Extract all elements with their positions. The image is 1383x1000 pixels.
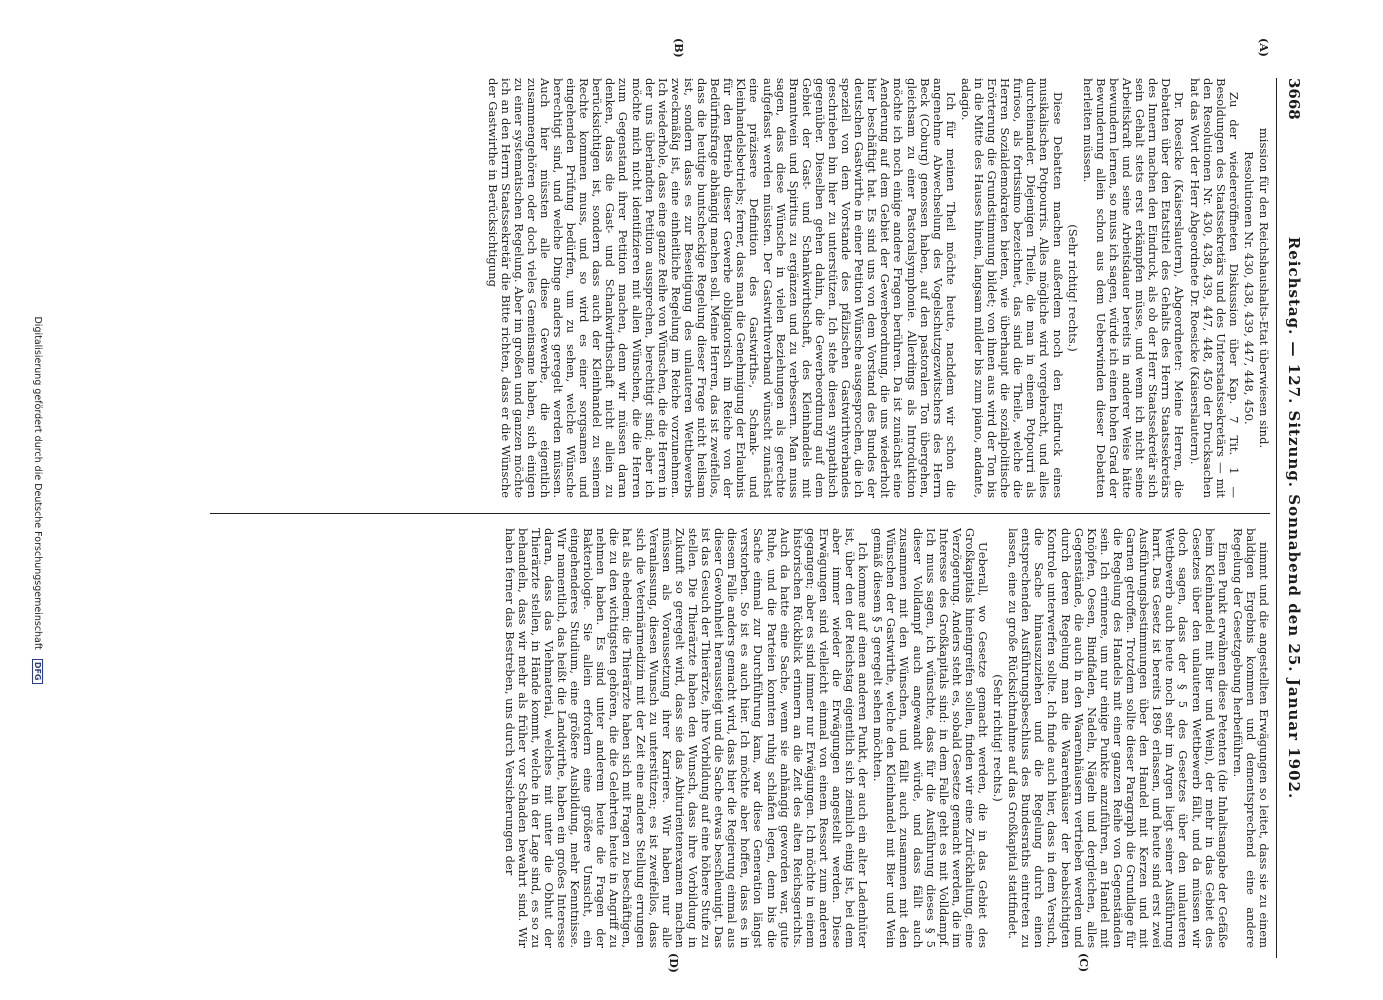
footer-text: Digitalisierung gefördert durch die Deutsche Forschungsgemeinschaft <box>32 316 43 650</box>
paragraph: Ueberall, wo Gesetze gemacht werden, die in das Gebiet des Großkapitals hineingreifen sollen, finden wir eine Zurückhaltung, eine Verzögerung. Anders steht es, sobald Gesetze gemacht werden, die im Interesse des Großkapitals sind: in dem Falle geht es mit Volldampf. Ich muss sagen, ich wünschte, dass für die Ausführung dieses § 5 dieser Volldampf auch angewandt würde, und dass fällt auch zusammen mit den Wünschen, und fällt auch zusammen mit den Wünschen der Gastwirthe, welche den Kleinhandel mit Bier und Wein gemäß diesem § 5 geregelt sehen möchten. <box>871 528 991 948</box>
margin-mark-d: (D) <box>667 953 680 973</box>
digitization-footer <box>32 0 43 1000</box>
paragraph: Diese Debatten machen außerdem noch den Eindruck eines musikalischen Potpourris. Alles mögliche wird vorgebracht, und alles durcheinander. Diejenigen Theile, die man in einem Potpourri als furioso, als fortissimo bezeichnet, das sind die Theile, welche die Herren Sozialdemokraten bieten, wie überhaupt die sozialpolitische Erörterung die Grundstimmung bildet; von ihnen aus wird der Ton bis in die Mitte des Hauses hinein, langsam milder bis zum piano, andante, adagio. <box>958 78 1065 498</box>
page-header <box>1276 78 1303 958</box>
text-columns <box>70 38 1271 973</box>
page-number: 3668 <box>1285 78 1303 120</box>
page-body <box>70 38 1303 973</box>
right-column <box>501 528 1270 948</box>
paragraph: Ich komme auf einen anderen Punkt, der auch ein alter Ladenhüter ist, über den der Reichstag eigentlich sich ziemlich einig ist, bei dem aber immer wieder die Erwägungen angestellt werden. Diese Erwägungen sind vielleicht einmal von einem Ressort zum anderen gegangen; aber es sind immer nur Erwägungen. Ich möchte in einem historischen Rückblick erinnern an die Zeit des alten Reichsgerichts. Auch da hatte eine Sache, wenn sie anhängig geworden war, gute Ruhe, und die Parteien konnten ruhig schlafen legen, denn bis die Sache einmal zur Durchführung kam, war diese Generation längst verstorben. So ist es auch hier. Ich möchte aber hoffen, dass es in diesem Falle anders gemacht wird, dass hier die Regierung einmal aus dieser Gewohnheit heraussteigt und die Sache etwas beschleunigt. Das ist das Gesuch der Thierärzte, ihre Vorbildung auf eine höhere Stufe zu stellen. Die Thierärzte haben den Wunsch, dass ihre Vorbildung in Zukunft so geregelt wird, dass sie das Abiturientenexamen machen müssen als Voraussetzung ihrer Karriere. Wir haben nur alle Veranlassung, diesen Wunsch zu unterstützen; es ist zweifellos, dass sich die Veterinärmedizin mit der Zeit eine andere Stellung errungen hat als ehedem; die Thierärzte haben sich mit Fragen zu beschäftigen, die zu den wichtigsten gehören, die die Gelehrten heute in Angriff zu nehmen haben. Es sind unter anderem heute die Fragen der Bakteriologie. Sie allein erfordern eine größere Umsicht, ein eingehenderes Studium, eine größere Ausbildung, mehr Kenntnisse. Wir namentlich, das heißt die Landwirthe, haben ein großes Interesse daran, dass das Viehmaterial, welches mit unter die Obhut der Thierärzte stellen, in Hände kommt, welche in der Lage sind, es so zu behandeln, dass wir mehr als früher vor Schaden bewahrt sind. Wir haben ferner das Bestreben, uns durch Versicherungen der <box>502 528 871 948</box>
paragraph: mission für den Reichshaushalts-Etat überwiesen sind. <box>1257 127 1271 449</box>
margin-mark-b: (B) <box>672 38 685 58</box>
paragraph: Resolutionen Nr. 430, 438, 439, 447, 448, 450. <box>1241 151 1256 425</box>
left-column <box>483 78 1270 498</box>
margin-mark-a: (A) <box>1257 38 1270 57</box>
paragraph: nimmt und die angestellten Erwägungen so leitet, dass sie zu einem baldigen Ergebnis kommen und dementsprechend eine andere Regelung der Gesetzgebung herbeiführen. <box>1230 528 1271 948</box>
column-divider <box>210 513 1270 514</box>
paragraph: Einen Punkt erwähnen diese Petenten (die Inhaltsangabe der Gefäße beim Kleinhandel mit Bier und Wein), der mehr in das Gebiet des Gesetzes über den unlauteren Wettbewerb fällt, und da müssen wir doch sagen, dass der § 5 des Gesetzes über den unlauteren Wettbewerb auch heute noch sehr im Argen liegt seiner Ausführung harrt. Das Gesetz ist bereits 1896 erlassen, und heute sind erst zwei Ausführungsbestimmungen über den Handel mit Kerzen und mit Garnen getroffen. Trotzdem sollte dieser Paragraph die Grundlage für die Regelung des Handels mit einer ganzen Reihe von Gegenständen sein. Ich erinnere, um nur einige Punkte anzuführen, an Handel mit Knöpfen, Oesen, Bindfaden, Nadeln, Nägeln und dergleichen, alles Gegenstände, die auch in den Waarenhäusern vertrieben werden und durch deren Regelung man die Waarenhäuser der beabsichtigten Kontrole unterwerfen sollte. Ich finde auch hier, dass in dem Versuch, die Sache hinauszuziehen und die Regelung durch einen entsprechenden Ausführungsbeschluss des Bundesraths eintreten zu lassen, eine zu große Rücksichtnahme auf das Großkapital stattfindet. <box>1006 528 1230 948</box>
paragraph: Zu der wiedereröffneten Diskussion über Kap. 7 Tit. 1 — Besoldungen des Staatssekretärs und des Unterstaatssekretärs — mit den Resolutionen Nr. 430, 438, 439, 447, 448, 450 der Drucksachen hat das Wort der Herr Abgeordnete Dr. Roesicke (Kaiserslautern). <box>1187 78 1241 498</box>
page-title: Reichstag. — 127. Sitzung. Sonnabend den 25. Januar 1902. <box>1285 236 1303 800</box>
paragraph: Ich für meinen Theil möchte heute, nachdem wir schon die angenehme Abwechselung des Vogelschutzgezwitschers des Herrn Beck (Coburg) genossen haben, auf den pastoralen Ton übergehen, gleichsam zu einer Pastoralsymphonie. Allerdings als Introduktion möchte ich noch einige andere Fragen berühren. Da ist zunächst eine Aenderung auf dem Gebiet der Gewerbeordnung, die uns wiederholt hier beschäftigt hat. Es sind uns von dem Vorstand des Bundes der deutschen Gastwirthe in einer Petition Wünsche ausgesprochen, die ich speziell von dem Vorstande des pfälzischen Gastwirthverbandes geschrieben bin hier zu unterstützen. Ich stehe diesen sympathisch gegenüber. Dieselben gehen dahin, die Gewerbeordnung auf dem Gebiet der Gast- und Schankwirthschaft, des Kleinhandels mit Branntwein und Spiritus zu ergänzen und zu verbessern. Man muss sagen, dass diese Wünsche in vielen Beziehungen als gerechte aufgefasst werden müssten. Der Gastwirthverband wünscht zunächst eine präzisere Definition des Gastwirths-, Schank- und Kleinhandelsbetriebs; ferner, dass man die Genehmigung der Erlaubnis für den Betrieb dieser Gewerbe obligatorisch im Reiche von der Bedürfnisfrage abhängig machen soll. Meine Herren, das ist zweifellos, dass die heutige buntscheckige Regelung dieser Frage nicht heilsam ist, sondern dass es zur Beseitigung des unlauteren Wettbewerbs zweckmäßig ist, eine einheitliche Regelung im Reiche vorzunehmen. Ich wiederhole, dass eine ganze Reihe von Wünschen, die die Herren in der uns überlandten Petition aussprechen, berechtigt sind; aber ich möchte mich nicht identifizieren mit allen Wünschen, die die Herren zum Gegenstand ihrer Petition machen, denn wir müssen daran denken, dass die Gast- und Schankwirthschaft nicht allein zu berücksichtigen ist, sondern dass auch der Kleinhandel zu seinem Rechte kommen muss, und so wird es einer sorgsamen und eingehenden Prüfung bedürfen, um zu sehen, welche Wünsche berechtigt sind, und welche Dinge anders geregelt werden müssen. Auch hier müssten alle diese Gewerbe, die eigentlich zusammengehören oder doch vieles Gemeinsame haben, sich einigen zu einer systematischen Regelung. Aber im großen und ganzen möchte ich an den Herrn Staatssekretär die Bitte richten, dass er die Wünsche der Gastwirthe in Berücksichtigung <box>485 78 958 498</box>
interjection: (Sehr richtig! rechts.) <box>1065 224 1080 352</box>
paragraph: Dr. Roesicke (Kaiserslautern), Abgeordneter: Meine Herren, die Debatten über den Etatstitel des Gehalts des Herrn Staatssekretärs des Innern machen den Eindruck, als ob der Herr Staatssekretär sich sein Gehalt stets erst erkämpfen müsse, und wenn ich nicht seine Arbeitskraft und seine Arbeitsdauer bereits in anderer Weise hätte bewundern lernen, so muss ich sagen, würde ich einen hohen Grad der Bewunderung allein schon aus dem Ueberwinden dieser Debatten herleiten müssen. <box>1080 78 1187 498</box>
margin-mark-c: (C) <box>1077 953 1090 973</box>
interjection: (Sehr richtig! rechts.) <box>991 674 1006 802</box>
dfg-logo: DFG <box>32 659 43 684</box>
